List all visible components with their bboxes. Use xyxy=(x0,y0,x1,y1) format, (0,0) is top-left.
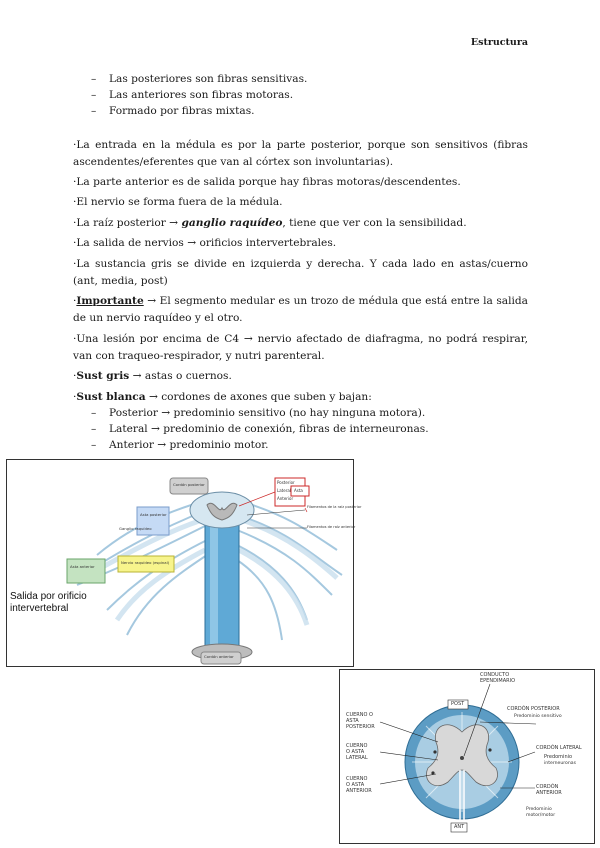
filamentos-ant-label: Filamentos de raíz anterior xyxy=(307,525,356,529)
salida-caption-line1: Salida por orificio xyxy=(10,591,87,602)
cuerno-lat-line1: CUERNO xyxy=(346,743,368,749)
pred-lateral-line2: interneuronas xyxy=(544,761,576,766)
pred-sensitivo-label: Predominio sensitivo xyxy=(514,714,562,719)
page-header: Estructura xyxy=(470,37,528,48)
paragraph-sust-blanca xyxy=(73,389,528,406)
list-item: – Formado por fibras mixtas. xyxy=(91,103,307,119)
sust-blanca-label: Sust blanca xyxy=(76,391,146,403)
top-dash-list xyxy=(91,71,307,119)
paragraph-salida: ·La parte anterior es de salida porque hay fibras motoras/descendentes. xyxy=(73,176,461,188)
asta-anterior-label: Asta anterior xyxy=(70,564,95,569)
ganglio-term: ganglio raquídeo xyxy=(181,217,283,229)
sust-gris-label: Sust gris xyxy=(76,370,130,382)
list-item: – Posterior → predominio sensitivo (no hay ninguna motora). xyxy=(91,405,429,421)
salida-caption xyxy=(10,591,87,615)
spinal-cord-figure xyxy=(6,459,362,667)
post-label: POST xyxy=(451,701,465,707)
paragraph-salida-nervios: ·La salida de nervios → orificios intervertebrales. xyxy=(73,237,337,249)
cordones-dash-list xyxy=(91,405,429,453)
cuerno-ant-line2: O ASTA xyxy=(346,782,365,788)
cross-section-figure xyxy=(339,669,595,844)
cuerno-post-line2: ASTA xyxy=(346,718,359,724)
cordon-lateral-label: CORDÓN LATERAL xyxy=(536,745,582,751)
cordon-posterior-label: CORDÓN POSTERIOR xyxy=(507,706,560,712)
asta-label: Asta xyxy=(294,488,303,493)
cuerno-post-line1: CUERNO O xyxy=(346,712,373,718)
importante-text: → El segmento medular es un trozo de médula que está entre la salida de un nervio raquídeo y el otro. xyxy=(73,295,528,324)
cuerno-lat-line3: LATERAL xyxy=(346,755,368,761)
cordon-posterior-label: Cordón posterior xyxy=(173,482,205,487)
paragraph-entrada: ·La entrada en la médula es por la parte posterior, porque son sensitivos (fibras ascendentes/eferentes que van al córtex son involuntarias). xyxy=(73,139,528,168)
posterior-label: Posterior xyxy=(277,480,295,485)
nervio-label: Nervio raquídeo (espinal) xyxy=(121,560,170,565)
bullet-dot: · xyxy=(73,391,77,403)
paragraph-nervio: ·El nervio se forma fuera de la médula. xyxy=(73,196,283,208)
pred-motor-line1: Predominio xyxy=(526,807,552,812)
raiz-prefix: ·La raíz posterior → xyxy=(73,217,182,229)
ependimario-label: EPENDIMARIO xyxy=(480,678,516,684)
bullet-dot: · xyxy=(73,295,77,307)
cordon-anterior-line2: ANTERIOR xyxy=(536,790,562,796)
sust-blanca-text: → cordones de axones que suben y bajan: xyxy=(145,391,372,403)
conducto-label: CONDUCTO xyxy=(480,672,510,678)
list-item: – Las posteriores son fibras sensitivas. xyxy=(91,71,307,87)
list-item: – Las anteriores son fibras motoras. xyxy=(91,87,307,103)
cuerno-post-line3: POSTERIOR xyxy=(346,724,375,730)
pred-motor-line2: motor/motor xyxy=(526,813,556,818)
cordon-anterior-label: Cordón anterior xyxy=(204,654,234,659)
anterior-label: Anterior xyxy=(277,496,294,501)
paragraph-sust-gris xyxy=(73,368,528,385)
paragraph-sustancia-gris: ·La sustancia gris se divide en izquierda y derecha. Y cada lado en astas/cuerno (ant, media, post) xyxy=(73,258,528,287)
cuerno-ant-line3: ANTERIOR xyxy=(346,788,372,794)
sust-gris-text: → astas o cuernos. xyxy=(129,370,232,382)
paragraph-importante xyxy=(73,293,528,326)
lateral-label: Lateral xyxy=(277,488,291,493)
bullet-dot: · xyxy=(73,370,77,382)
list-item: – Lateral → predominio de conexión, fibras de interneuronas. xyxy=(91,421,429,437)
cuerno-ant-line1: CUERNO xyxy=(346,776,368,782)
ant-label: ANT xyxy=(454,824,465,830)
pred-lateral-line1: Predominio xyxy=(544,754,573,760)
list-item: – Anterior → predominio motor. xyxy=(91,437,429,453)
paragraph-lesion: ·Una lesión por encima de C4 → nervio afectado de diafragma, no podrá respirar, van con traqueo-respirador, y nutri parenteral. xyxy=(73,333,528,362)
cordon-anterior-line1: CORDÓN xyxy=(536,784,559,790)
salida-caption-line2: intervertebral xyxy=(10,603,69,614)
filamentos-post-label: Filamentos de la raíz posterior xyxy=(307,505,362,509)
raiz-suffix: , tiene que ver con la sensibilidad. xyxy=(282,217,467,229)
ganglio-label: Ganglio raquídeo xyxy=(119,526,152,531)
asta-posterior-label: Asta posterior xyxy=(140,512,167,517)
paragraph-raiz xyxy=(73,215,528,232)
importante-label: Importante xyxy=(76,295,144,307)
cuerno-lat-line2: O ASTA xyxy=(346,749,365,755)
